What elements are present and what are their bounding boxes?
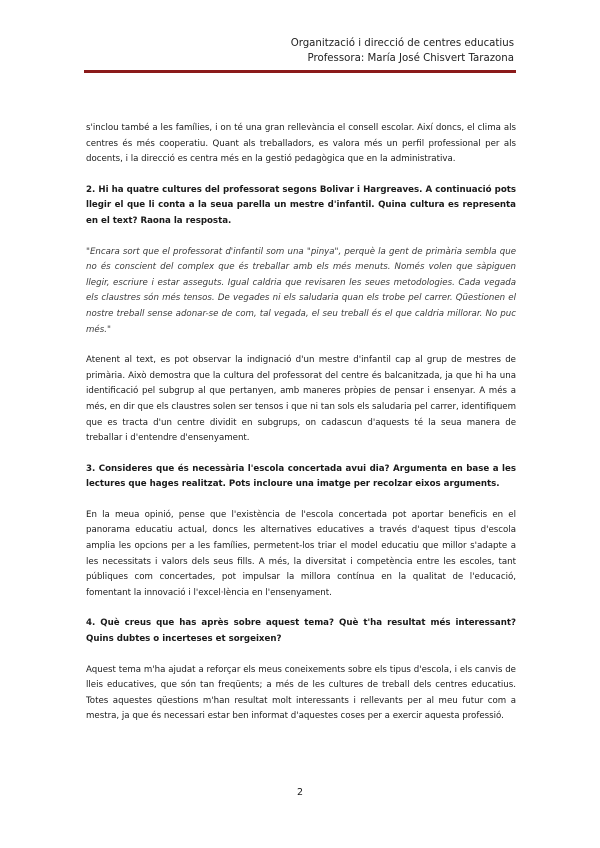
header-rule	[84, 70, 516, 73]
answer-4: Aquest tema m'ha ajudat a reforçar els meus coneixements sobre els tipus d'escola, i els canvis de lleis educatives, que són tan freqüents; a més de les cultures de treball dels centres educatius. Totes aquestes qüestions m'han resultat molt interessants i rellevants per al meu futur com a mestra, ja que és necessari estar ben informat d'aquestes coses per a exercir aquesta professió.	[86, 664, 516, 722]
quote-teacher: "Encara sort que el professorat d'infantil som una "pinya", perquè la gent de primària sembla que no és conscient del complex que és treballar amb els més menuts. Només volen que sàpiguen llegir, escriure i estar asseguts. Igual caldria que revisaren les seues metodologies. Cada vegada els claustres són més tensos. De vegades ni els saludaria quan els trobe pel carrer. Qüestionen el nostre treball sense adonar-se de com, tal vegada, el seu treball és el que caldria millorar. No puc més."	[86, 246, 516, 335]
course-title: Organització i direcció de centres educatius	[290, 38, 514, 49]
answer-2: Atenent al text, es pot observar la indignació d'un mestre d'infantil cap al grup de mestres de primària. Això demostra que la cultura del professorat del centre és balcanitzada, ja que hi ha una identificació pel subgrup al que pertanyen, amb maneres pròpies de pensar i ensenyar. A més a més, en dir que els claustres solen ser tensos i que ni tan sols els saludaria pel carrer, identifiquem que es tracta d'un centre dividit en subgrups, on cadascun d'aquests té la seua manera de treballar i d'entendre d'ensenyament.	[86, 355, 516, 444]
document-body	[86, 121, 516, 725]
answer-3: En la meua opinió, pense que l'existència de l'escola concertada pot aportar beneficis en el panorama educatiu actual, doncs les alternatives educatives a través d'aquest tipus d'escola amplia les opcions per a les famílies, permetent-los triar el model educatiu que millor s'adapte a les necessitats i valors dels seus fills. A més, la diversitat i competència entre les escoles, tant públiques com concertades, pot impulsar la millora contínua en la qualitat de l'educació, fomentant la innovació i l'excel·lència en l'ensenyament.	[86, 509, 516, 598]
question-2: 2. Hi ha quatre cultures del professorat segons Bolivar i Hargreaves. A continuació pots llegir el que li conta a la seua parella un mestre d'infantil. Quina cultura es representa en el text? Raona la resposta.	[86, 184, 516, 226]
page-header	[291, 36, 514, 66]
question-4: 4. Què creus que has après sobre aquest tema? Què t'ha resultat més interessant? Quins dubtes o incerteses et sorgeixen?	[86, 618, 516, 645]
page-number: 2	[296, 787, 304, 798]
question-3: 3. Consideres que és necessària l'escola concertada avui dia? Argumenta en base a les lectures que hages realitzat. Pots incloure una imatge per recolzar eixos arguments.	[86, 463, 516, 490]
teacher-name: Professora: María José Chisvert Tarazona	[307, 53, 514, 64]
paragraph-intro: s'inclou també a les famílies, i on té una gran rellevància el consell escolar. Així doncs, el clima als centres és més cooperatiu. Quant als treballadors, es valora més un perfil professional per als docents, i la direcció es centra més en la gestió pedagògica que en la administrativa.	[86, 123, 516, 165]
